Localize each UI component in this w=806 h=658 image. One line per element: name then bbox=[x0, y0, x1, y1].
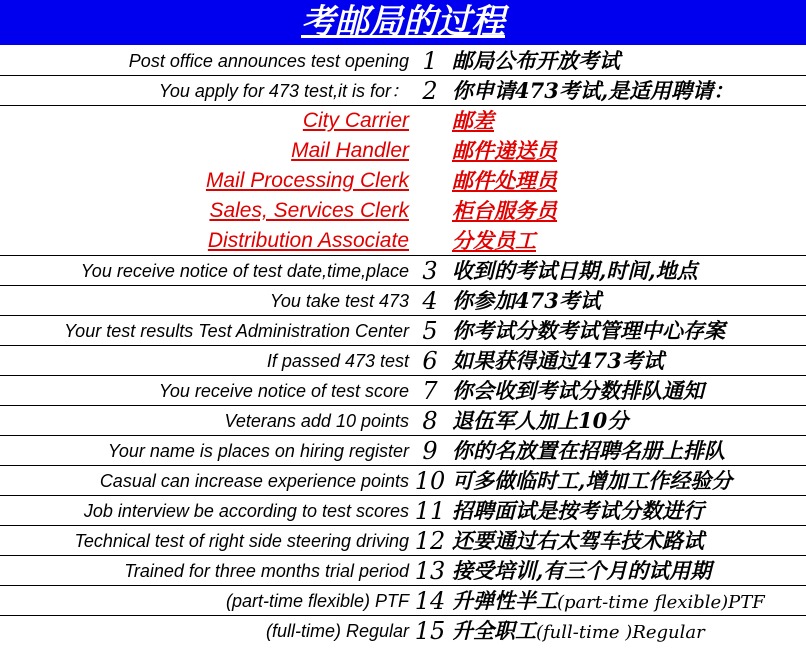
step-english: You take test 473 bbox=[269, 291, 409, 311]
step-number: 6 bbox=[422, 347, 438, 375]
step-english: (part-time flexible) PTF bbox=[225, 591, 409, 611]
step-english: (full-time) Regular bbox=[265, 621, 409, 641]
step-english: Casual can increase experience points bbox=[99, 471, 409, 491]
step-row bbox=[0, 46, 806, 76]
step-number: 1 bbox=[422, 47, 438, 75]
step-chinese: 如果获得通过473考试 bbox=[452, 348, 664, 373]
steps-table bbox=[0, 46, 806, 646]
step-row bbox=[0, 556, 806, 586]
step-number: 2 bbox=[422, 77, 438, 105]
step-number: 4 bbox=[422, 287, 438, 315]
step-row bbox=[0, 346, 806, 376]
step-number: 14 bbox=[414, 587, 446, 615]
step-chinese bbox=[452, 586, 765, 616]
job-row bbox=[0, 196, 806, 226]
job-english-link[interactable]: City Carrier bbox=[302, 109, 409, 132]
step-chinese: 招聘面试是按考试分数进行 bbox=[452, 498, 704, 523]
step-number: 7 bbox=[422, 377, 438, 405]
step-row bbox=[0, 316, 806, 346]
step-row bbox=[0, 406, 806, 436]
step-number: 8 bbox=[422, 407, 438, 435]
step-row bbox=[0, 376, 806, 406]
step-number: 9 bbox=[422, 437, 438, 465]
step-chinese: 接受培训,有三个月的试用期 bbox=[452, 558, 712, 583]
step-english: Post office announces test opening bbox=[128, 51, 409, 71]
step-row bbox=[0, 496, 806, 526]
step-number: 10 bbox=[414, 467, 446, 495]
step-english: You receive notice of test score bbox=[158, 381, 409, 401]
step-english: You apply for 473 test,it is for： bbox=[158, 81, 409, 101]
step-english: Your test results Test Administration Center bbox=[64, 321, 409, 341]
step-english: Trained for three months trial period bbox=[124, 561, 409, 581]
step-chinese-main: 升弹性半工 bbox=[452, 588, 557, 613]
job-row bbox=[0, 226, 806, 256]
job-row bbox=[0, 166, 806, 196]
job-chinese-link[interactable]: 邮件处理员 bbox=[452, 168, 557, 193]
step-row bbox=[0, 286, 806, 316]
job-chinese-link[interactable]: 邮件递送员 bbox=[452, 138, 557, 163]
step-row bbox=[0, 436, 806, 466]
step-chinese-note: (part-time flexible)PTF bbox=[557, 592, 765, 613]
step-row bbox=[0, 256, 806, 286]
job-english-link[interactable]: Distribution Associate bbox=[207, 229, 409, 252]
step-chinese: 收到的考试日期,时间,地点 bbox=[452, 258, 698, 283]
step-chinese: 邮局公布开放考试 bbox=[452, 48, 620, 73]
job-row bbox=[0, 106, 806, 136]
job-chinese-link[interactable]: 邮差 bbox=[452, 108, 494, 133]
step-chinese: 退伍军人加上10分 bbox=[452, 408, 629, 433]
job-english-link[interactable]: Mail Processing Clerk bbox=[205, 169, 409, 192]
step-row bbox=[0, 586, 806, 616]
step-row bbox=[0, 526, 806, 556]
step-chinese: 还要通过右太驾车技术路试 bbox=[452, 528, 704, 553]
step-chinese: 可多做临时工,增加工作经验分 bbox=[452, 468, 733, 493]
step-chinese-note: (full-time )Regular bbox=[536, 622, 705, 643]
step-chinese bbox=[452, 616, 705, 646]
step-number: 11 bbox=[414, 497, 446, 525]
step-chinese: 你会收到考试分数排队通知 bbox=[452, 378, 704, 403]
step-english: Your name is places on hiring register bbox=[107, 441, 409, 461]
job-chinese-link[interactable]: 分发员工 bbox=[452, 228, 536, 253]
job-row bbox=[0, 136, 806, 166]
page-title: 考邮局的过程 bbox=[0, 0, 806, 45]
step-english: You receive notice of test date,time,place bbox=[80, 261, 409, 281]
step-chinese: 你参加473考试 bbox=[452, 288, 601, 313]
step-english: If passed 473 test bbox=[266, 351, 409, 371]
step-english: Veterans add 10 points bbox=[224, 411, 409, 431]
step-number: 13 bbox=[414, 557, 446, 585]
job-english-link[interactable]: Sales, Services Clerk bbox=[209, 199, 409, 222]
step-english: Job interview be according to test scores bbox=[83, 501, 409, 521]
step-row bbox=[0, 466, 806, 496]
step-number: 15 bbox=[414, 617, 446, 645]
step-chinese: 你考试分数考试管理中心存案 bbox=[452, 318, 725, 343]
step-row bbox=[0, 616, 806, 646]
step-chinese-main: 升全职工 bbox=[452, 618, 536, 643]
step-number: 12 bbox=[414, 527, 446, 555]
job-english-link[interactable]: Mail Handler bbox=[291, 139, 409, 162]
step-row bbox=[0, 76, 806, 106]
job-chinese-link[interactable]: 柜台服务员 bbox=[452, 198, 557, 223]
step-chinese: 你的名放置在招聘名册上排队 bbox=[452, 438, 725, 463]
step-number: 3 bbox=[422, 257, 438, 285]
step-number: 5 bbox=[422, 317, 438, 345]
step-chinese: 你申请473考试,是适用聘请： bbox=[452, 78, 735, 103]
step-english: Technical test of right side steering driving bbox=[74, 531, 409, 551]
